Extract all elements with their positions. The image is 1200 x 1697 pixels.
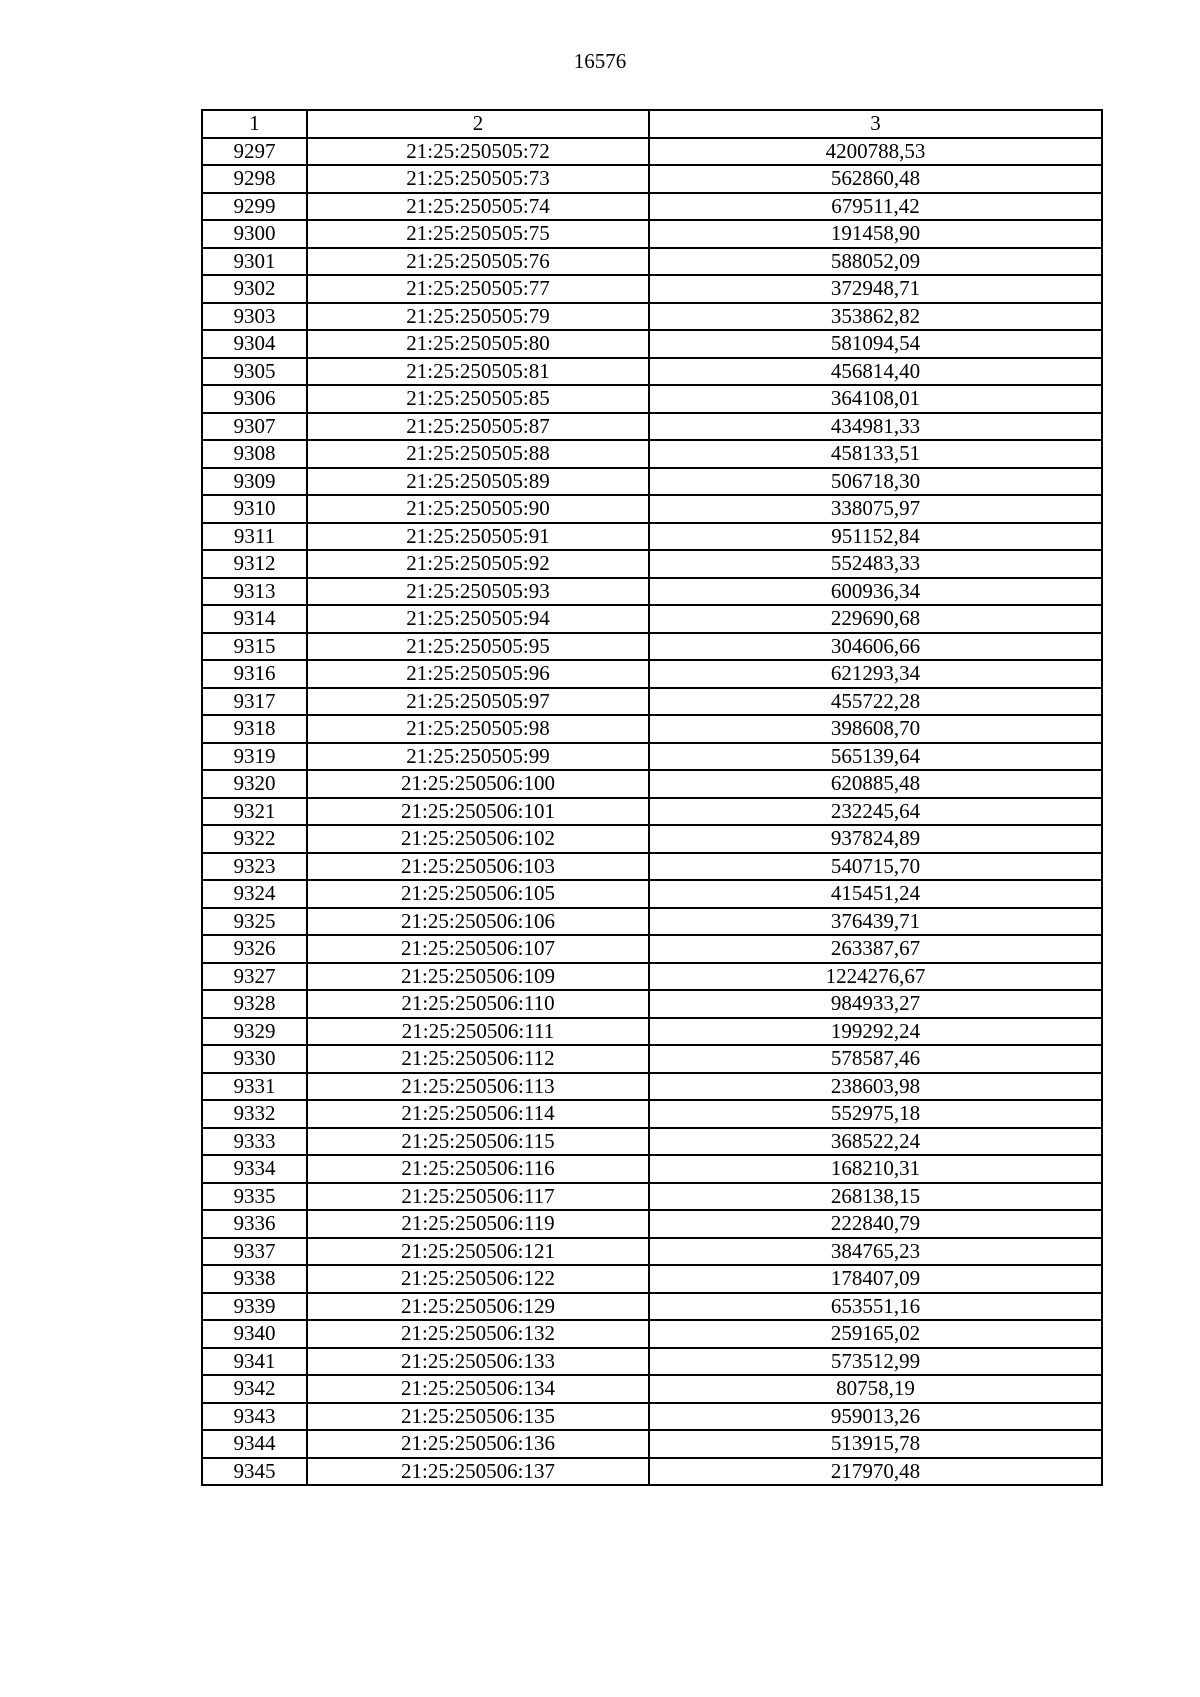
row-number-cell: 9320 <box>202 770 307 798</box>
row-number-cell: 9339 <box>202 1293 307 1321</box>
table-row <box>202 165 1102 193</box>
table-row <box>202 248 1102 276</box>
cadastral-number-cell: 21:25:250506:137 <box>307 1458 649 1486</box>
row-number-cell: 9329 <box>202 1018 307 1046</box>
row-number-cell: 9301 <box>202 248 307 276</box>
value-cell: 217970,48 <box>649 1458 1102 1486</box>
row-number-cell: 9325 <box>202 908 307 936</box>
table-row <box>202 275 1102 303</box>
value-cell: 455722,28 <box>649 688 1102 716</box>
value-cell: 178407,09 <box>649 1265 1102 1293</box>
cadastral-number-cell: 21:25:250505:99 <box>307 743 649 771</box>
cadastral-number-cell: 21:25:250506:102 <box>307 825 649 853</box>
table-row <box>202 715 1102 743</box>
value-cell: 268138,15 <box>649 1183 1102 1211</box>
table-row <box>202 935 1102 963</box>
value-cell: 353862,82 <box>649 303 1102 331</box>
row-number-cell: 9318 <box>202 715 307 743</box>
table-row <box>202 523 1102 551</box>
table-row <box>202 1403 1102 1431</box>
row-number-cell: 9345 <box>202 1458 307 1486</box>
table-row <box>202 880 1102 908</box>
value-cell: 458133,51 <box>649 440 1102 468</box>
row-number-cell: 9312 <box>202 550 307 578</box>
table-row <box>202 303 1102 331</box>
row-number-cell: 9314 <box>202 605 307 633</box>
cadastral-number-cell: 21:25:250506:105 <box>307 880 649 908</box>
value-cell: 364108,01 <box>649 385 1102 413</box>
value-cell: 398608,70 <box>649 715 1102 743</box>
cadastral-number-cell: 21:25:250506:107 <box>307 935 649 963</box>
value-cell: 562860,48 <box>649 165 1102 193</box>
cadastral-number-cell: 21:25:250505:91 <box>307 523 649 551</box>
table-row <box>202 413 1102 441</box>
value-cell: 238603,98 <box>649 1073 1102 1101</box>
row-number-cell: 9309 <box>202 468 307 496</box>
cadastral-number-cell: 21:25:250505:81 <box>307 358 649 386</box>
table-row <box>202 358 1102 386</box>
value-cell: 620885,48 <box>649 770 1102 798</box>
cadastral-number-cell: 21:25:250506:112 <box>307 1045 649 1073</box>
table-row <box>202 1100 1102 1128</box>
row-number-cell: 9298 <box>202 165 307 193</box>
row-number-cell: 9323 <box>202 853 307 881</box>
table-row <box>202 1375 1102 1403</box>
table-row <box>202 138 1102 166</box>
row-number-cell: 9304 <box>202 330 307 358</box>
row-number-cell: 9341 <box>202 1348 307 1376</box>
value-cell: 578587,46 <box>649 1045 1102 1073</box>
row-number-cell: 9327 <box>202 963 307 991</box>
value-cell: 1224276,67 <box>649 963 1102 991</box>
row-number-cell: 9306 <box>202 385 307 413</box>
value-cell: 581094,54 <box>649 330 1102 358</box>
value-cell: 338075,97 <box>649 495 1102 523</box>
cadastral-number-cell: 21:25:250505:72 <box>307 138 649 166</box>
table-row <box>202 495 1102 523</box>
table-row <box>202 468 1102 496</box>
cadastral-number-cell: 21:25:250506:119 <box>307 1210 649 1238</box>
table-row <box>202 1320 1102 1348</box>
row-number-cell: 9305 <box>202 358 307 386</box>
table-row <box>202 578 1102 606</box>
row-number-cell: 9326 <box>202 935 307 963</box>
value-cell: 456814,40 <box>649 358 1102 386</box>
cadastral-number-cell: 21:25:250506:129 <box>307 1293 649 1321</box>
cadastral-number-cell: 21:25:250506:101 <box>307 798 649 826</box>
cadastral-number-cell: 21:25:250505:80 <box>307 330 649 358</box>
value-cell: 372948,71 <box>649 275 1102 303</box>
registry-table <box>201 109 1103 1486</box>
cadastral-number-cell: 21:25:250506:121 <box>307 1238 649 1266</box>
value-cell: 199292,24 <box>649 1018 1102 1046</box>
table-row <box>202 853 1102 881</box>
table-row <box>202 605 1102 633</box>
cadastral-number-cell: 21:25:250506:135 <box>307 1403 649 1431</box>
cadastral-number-cell: 21:25:250505:76 <box>307 248 649 276</box>
table-row <box>202 440 1102 468</box>
cadastral-number-cell: 21:25:250506:106 <box>307 908 649 936</box>
table-row <box>202 1183 1102 1211</box>
table-row <box>202 743 1102 771</box>
table-body <box>202 138 1102 1486</box>
cadastral-number-cell: 21:25:250505:74 <box>307 193 649 221</box>
value-cell: 304606,66 <box>649 633 1102 661</box>
row-number-cell: 9316 <box>202 660 307 688</box>
table-row <box>202 990 1102 1018</box>
value-cell: 376439,71 <box>649 908 1102 936</box>
row-number-cell: 9315 <box>202 633 307 661</box>
column-header-3: 3 <box>649 110 1102 138</box>
row-number-cell: 9302 <box>202 275 307 303</box>
table-row <box>202 963 1102 991</box>
row-number-cell: 9310 <box>202 495 307 523</box>
row-number-cell: 9332 <box>202 1100 307 1128</box>
table-row <box>202 1155 1102 1183</box>
cadastral-number-cell: 21:25:250505:90 <box>307 495 649 523</box>
cadastral-number-cell: 21:25:250505:96 <box>307 660 649 688</box>
table-row <box>202 660 1102 688</box>
cadastral-number-cell: 21:25:250506:136 <box>307 1430 649 1458</box>
cadastral-number-cell: 21:25:250506:134 <box>307 1375 649 1403</box>
cadastral-number-cell: 21:25:250506:132 <box>307 1320 649 1348</box>
table-row <box>202 1238 1102 1266</box>
cadastral-number-cell: 21:25:250505:88 <box>307 440 649 468</box>
value-cell: 415451,24 <box>649 880 1102 908</box>
table-row <box>202 550 1102 578</box>
table-row <box>202 908 1102 936</box>
row-number-cell: 9337 <box>202 1238 307 1266</box>
value-cell: 434981,33 <box>649 413 1102 441</box>
value-cell: 937824,89 <box>649 825 1102 853</box>
row-number-cell: 9307 <box>202 413 307 441</box>
table-row <box>202 1045 1102 1073</box>
row-number-cell: 9335 <box>202 1183 307 1211</box>
row-number-cell: 9334 <box>202 1155 307 1183</box>
cadastral-number-cell: 21:25:250505:77 <box>307 275 649 303</box>
value-cell: 384765,23 <box>649 1238 1102 1266</box>
value-cell: 229690,68 <box>649 605 1102 633</box>
value-cell: 4200788,53 <box>649 138 1102 166</box>
value-cell: 653551,16 <box>649 1293 1102 1321</box>
row-number-cell: 9328 <box>202 990 307 1018</box>
column-header-1: 1 <box>202 110 307 138</box>
row-number-cell: 9308 <box>202 440 307 468</box>
row-number-cell: 9338 <box>202 1265 307 1293</box>
row-number-cell: 9330 <box>202 1045 307 1073</box>
table-row <box>202 633 1102 661</box>
row-number-cell: 9311 <box>202 523 307 551</box>
value-cell: 368522,24 <box>649 1128 1102 1156</box>
table-row <box>202 220 1102 248</box>
row-number-cell: 9333 <box>202 1128 307 1156</box>
cadastral-number-cell: 21:25:250505:95 <box>307 633 649 661</box>
row-number-cell: 9344 <box>202 1430 307 1458</box>
value-cell: 513915,78 <box>649 1430 1102 1458</box>
cadastral-number-cell: 21:25:250505:87 <box>307 413 649 441</box>
value-cell: 168210,31 <box>649 1155 1102 1183</box>
cadastral-number-cell: 21:25:250506:100 <box>307 770 649 798</box>
row-number-cell: 9321 <box>202 798 307 826</box>
table-row <box>202 770 1102 798</box>
table-row <box>202 1018 1102 1046</box>
table-header <box>202 110 1102 138</box>
value-cell: 573512,99 <box>649 1348 1102 1376</box>
table-row <box>202 193 1102 221</box>
row-number-cell: 9342 <box>202 1375 307 1403</box>
row-number-cell: 9319 <box>202 743 307 771</box>
table-row <box>202 1458 1102 1486</box>
row-number-cell: 9331 <box>202 1073 307 1101</box>
table-row <box>202 688 1102 716</box>
cadastral-number-cell: 21:25:250505:92 <box>307 550 649 578</box>
value-cell: 565139,64 <box>649 743 1102 771</box>
row-number-cell: 9297 <box>202 138 307 166</box>
table-row <box>202 1210 1102 1238</box>
value-cell: 259165,02 <box>649 1320 1102 1348</box>
cadastral-number-cell: 21:25:250506:111 <box>307 1018 649 1046</box>
value-cell: 951152,84 <box>649 523 1102 551</box>
value-cell: 191458,90 <box>649 220 1102 248</box>
cadastral-number-cell: 21:25:250506:133 <box>307 1348 649 1376</box>
column-header-2: 2 <box>307 110 649 138</box>
value-cell: 679511,42 <box>649 193 1102 221</box>
cadastral-number-cell: 21:25:250506:114 <box>307 1100 649 1128</box>
cadastral-number-cell: 21:25:250505:75 <box>307 220 649 248</box>
value-cell: 540715,70 <box>649 853 1102 881</box>
value-cell: 232245,64 <box>649 798 1102 826</box>
cadastral-number-cell: 21:25:250506:113 <box>307 1073 649 1101</box>
cadastral-number-cell: 21:25:250506:103 <box>307 853 649 881</box>
row-number-cell: 9299 <box>202 193 307 221</box>
table-row <box>202 1293 1102 1321</box>
row-number-cell: 9340 <box>202 1320 307 1348</box>
value-cell: 552483,33 <box>649 550 1102 578</box>
table-row <box>202 1073 1102 1101</box>
cadastral-number-cell: 21:25:250505:94 <box>307 605 649 633</box>
header-row <box>202 110 1102 138</box>
value-cell: 506718,30 <box>649 468 1102 496</box>
row-number-cell: 9324 <box>202 880 307 908</box>
cadastral-number-cell: 21:25:250505:79 <box>307 303 649 331</box>
cadastral-number-cell: 21:25:250505:93 <box>307 578 649 606</box>
cadastral-number-cell: 21:25:250506:115 <box>307 1128 649 1156</box>
value-cell: 552975,18 <box>649 1100 1102 1128</box>
cadastral-number-cell: 21:25:250505:85 <box>307 385 649 413</box>
table-row <box>202 1430 1102 1458</box>
page-number: 16576 <box>573 49 627 73</box>
value-cell: 263387,67 <box>649 935 1102 963</box>
row-number-cell: 9317 <box>202 688 307 716</box>
cadastral-number-cell: 21:25:250506:116 <box>307 1155 649 1183</box>
cadastral-number-cell: 21:25:250506:110 <box>307 990 649 1018</box>
table-row <box>202 1128 1102 1156</box>
cadastral-number-cell: 21:25:250505:98 <box>307 715 649 743</box>
cadastral-number-cell: 21:25:250506:117 <box>307 1183 649 1211</box>
value-cell: 621293,34 <box>649 660 1102 688</box>
cadastral-number-cell: 21:25:250505:73 <box>307 165 649 193</box>
cadastral-number-cell: 21:25:250505:89 <box>307 468 649 496</box>
cadastral-number-cell: 21:25:250506:122 <box>307 1265 649 1293</box>
value-cell: 984933,27 <box>649 990 1102 1018</box>
row-number-cell: 9313 <box>202 578 307 606</box>
table-row <box>202 1348 1102 1376</box>
row-number-cell: 9343 <box>202 1403 307 1431</box>
row-number-cell: 9322 <box>202 825 307 853</box>
cadastral-number-cell: 21:25:250505:97 <box>307 688 649 716</box>
value-cell: 80758,19 <box>649 1375 1102 1403</box>
value-cell: 959013,26 <box>649 1403 1102 1431</box>
table-row <box>202 330 1102 358</box>
row-number-cell: 9300 <box>202 220 307 248</box>
row-number-cell: 9336 <box>202 1210 307 1238</box>
cadastral-number-cell: 21:25:250506:109 <box>307 963 649 991</box>
table-row <box>202 798 1102 826</box>
row-number-cell: 9303 <box>202 303 307 331</box>
value-cell: 588052,09 <box>649 248 1102 276</box>
value-cell: 222840,79 <box>649 1210 1102 1238</box>
table-row <box>202 385 1102 413</box>
value-cell: 600936,34 <box>649 578 1102 606</box>
table-row <box>202 1265 1102 1293</box>
table-row <box>202 825 1102 853</box>
